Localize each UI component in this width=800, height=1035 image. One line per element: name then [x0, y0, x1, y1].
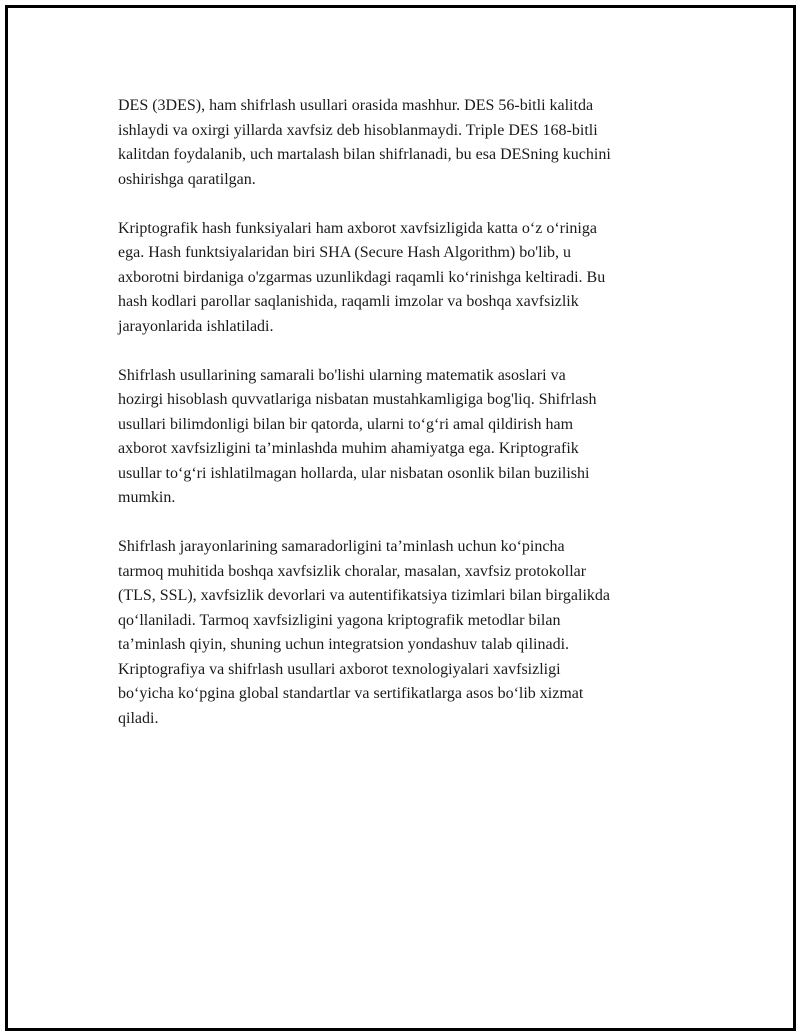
paragraph-encryption-effectiveness [118, 364, 690, 511]
paragraph-3des [118, 94, 690, 192]
text-line: usullari bilimdonligi bilan bir qatorda, ularni to‘g‘ri amal qildirish ham [118, 415, 574, 433]
text-line: axborot xavfsizligini ta’minlashda muhim ahamiyatga ega. Kriptografik [118, 440, 579, 457]
text-line: ta’minlash qiyin, shuning uchun integratsion yondashuv talab qilinadi. [118, 636, 570, 653]
text-line: bo‘yicha ko‘pgina global standartlar va sertifikatlarga asos bo‘lib xizmat [118, 685, 584, 702]
text-line: axborotni birdaniga o'zgarmas uzunlikdagi raqamli ko‘rinishga keltiradi. Bu [118, 268, 606, 286]
text-line: hozirgi hisoblash quvvatlariga nisbatan mustahkamligiga bog'liq. Shifrlash [118, 391, 597, 408]
text-line: kalitdan foydalanib, uch martalash bilan shifrlanadi, bu esa DESning kuchini [118, 146, 611, 163]
text-line: qo‘llaniladi. Tarmoq xavfsizligini yagona kriptografik metodlar bilan [118, 611, 561, 629]
paragraph-network-security [118, 535, 690, 731]
text-line: hash kodlari parollar saqlanishida, raqamli imzolar va boshqa xavfsizlik [118, 293, 579, 310]
text-line: Shifrlash jarayonlarining samaradorligini ta’minlash uchun ko‘pincha [118, 538, 565, 555]
text-line: ishlaydi va oxirgi yillarda xavfsiz deb hisoblanmaydi. Triple DES 168-bitli [118, 121, 598, 139]
text-line: Shifrlash usullarining samarali bo'lishi ularning matematik asoslari va [118, 366, 566, 384]
text-line: oshirishga qaratilgan. [118, 170, 256, 188]
text-line: qiladi. [118, 709, 159, 727]
text-line: (TLS, SSL), xavfsizlik devorlari va autentifikatsiya tizimlari bilan birgalikda [118, 587, 611, 604]
text-line: mumkin. [118, 489, 176, 506]
text-line: jarayonlarida ishlatiladi. [118, 317, 274, 335]
text-line: Kriptografiya va shifrlash usullari axborot texnologiyalari xavfsizligi [118, 660, 561, 678]
text-line: tarmoq muhitida boshqa xavfsizlik choralar, masalan, xavfsiz protokollar [118, 562, 587, 580]
text-line: ega. Hash funktsiyalaridan biri SHA (Secure Hash Algorithm) bo'lib, u [118, 244, 572, 261]
text-line: Kriptografik hash funksiyalari ham axborot xavfsizligida katta o‘z o‘riniga [118, 219, 597, 237]
text-line: DES (3DES), ham shifrlash usullari orasida mashhur. DES 56-bitli kalitda [118, 97, 594, 114]
paragraph-hash-functions [118, 217, 690, 340]
document-body [118, 94, 690, 756]
text-line: usullar to‘g‘ri ishlatilmagan hollarda, ular nisbatan osonlik bilan buzilishi [118, 464, 590, 482]
